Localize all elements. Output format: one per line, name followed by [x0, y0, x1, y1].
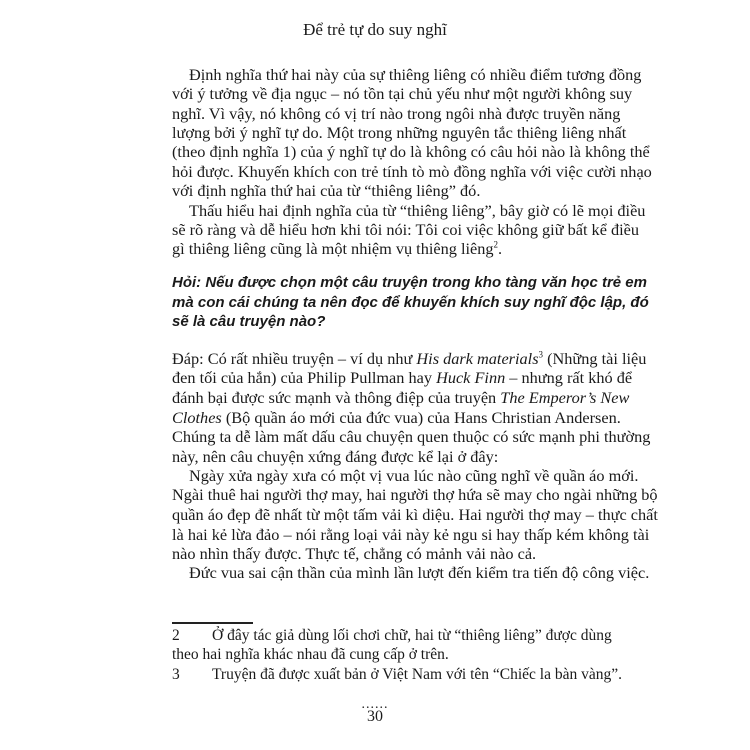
text-line	[189, 65, 642, 84]
text-line	[172, 104, 621, 123]
text-line	[172, 239, 573, 258]
text-line	[172, 181, 573, 200]
text-segment: mà con cái chúng ta nên đọc để khuyến khích suy nghĩ độc lập, đó	[172, 294, 649, 311]
book-title: His dark materials	[416, 349, 539, 368]
text-line	[172, 142, 650, 161]
text-line	[189, 201, 646, 220]
footnote-number: 3	[172, 666, 180, 683]
text-line	[172, 162, 652, 181]
text-line	[172, 368, 633, 387]
text-segment: .	[498, 239, 503, 258]
question-line	[172, 312, 573, 331]
footnote-text: Truyện đã được xuất bản ở Việt Nam với tên “Chiếc la bàn vàng”.	[212, 666, 622, 683]
text-segment: Chúng ta dễ làm mất dấu câu chuyện quen thuộc có sức mạnh phi thường	[172, 427, 651, 446]
text-segment: với định nghĩa thứ hai của từ “thiêng liêng” đó.	[172, 181, 481, 200]
book-title: The Emperor’s New	[500, 388, 630, 407]
text-line	[189, 563, 650, 582]
text-line	[172, 84, 633, 103]
text-segment: nghĩ. Vì vậy, nó không có vị trí nào trong ngôi nhà được truyền năng	[172, 104, 621, 123]
text-segment: quần áo đẹp đẽ nhất từ một tấm vải kì diệu. Hai người thợ may – thực chất	[172, 505, 658, 524]
text-segment: Hỏi: Nếu được chọn một câu truyện trong kho tàng văn học trẻ em	[172, 274, 647, 291]
footnote-2-continued: theo hai nghĩa khác nhau đã cung cấp ở trên.	[172, 646, 449, 663]
text-segment: Ngày xửa ngày xưa có một vị vua lúc nào cũng nghĩ về quần áo mới.	[189, 466, 639, 485]
text-line	[172, 485, 658, 504]
footnote-3	[172, 665, 622, 684]
text-segment: Đức vua sai cận thần của mình lần lượt đến kiểm tra tiến độ công việc.	[189, 563, 650, 582]
footnote-ref: 2	[493, 239, 498, 250]
footnote-divider	[172, 622, 253, 624]
text-line	[172, 220, 640, 239]
text-line	[172, 427, 651, 446]
question-line	[172, 273, 647, 292]
text-segment: (theo định nghĩa 1) của ý nghĩ tự do là không có câu hỏi nào là không thể	[172, 142, 650, 161]
text-segment: (Những tài liệu	[543, 349, 647, 368]
text-segment: này, nên câu chuyện xứng đáng được kể lại ở đây:	[172, 447, 499, 466]
text-segment: Ngài thuê hai người thợ may, hai người thợ hứa sẽ may cho ngài những bộ	[172, 485, 658, 504]
text-segment: nào nhìn thấy được. Thực tế, chẳng có mảnh vải nào cả.	[172, 544, 537, 563]
text-segment: đen tối của hắn) của Philip Pullman hay	[172, 368, 437, 387]
text-segment: đánh bại được sức mạnh và thông điệp của truyện	[172, 388, 501, 407]
footnote-number: 2	[172, 627, 180, 644]
text-segment: (Bộ quần áo mới của đức vua) của Hans Christian Andersen.	[221, 408, 621, 427]
text-segment: Định nghĩa thứ hai này của sự thiêng liêng có nhiều điểm tương đồng	[189, 65, 642, 84]
footnote-ref: 3	[538, 349, 544, 360]
text-segment: – nhưng rất khó để	[505, 368, 633, 387]
text-segment: hỏi được. Khuyến khích con trẻ tính tò mò đồng nghĩa với việc cười nhạo	[172, 162, 652, 181]
text-line	[172, 388, 630, 407]
text-segment: sẽ rõ ràng và dễ hiểu hơn khi tôi nói: Tôi coi việc không giữ bất kể điều	[172, 220, 640, 239]
text-segment: gì thiêng liêng cũng là một nhiệm vụ thiêng liêng	[172, 239, 494, 258]
text-segment: sẽ là câu truyện nào?	[172, 313, 326, 330]
book-title: Huck Finn	[436, 368, 506, 387]
question-line	[172, 293, 649, 312]
footnote-text: Ở đây tác giả dùng lối chơi chữ, hai từ “thiêng liêng” được dùng	[212, 627, 612, 644]
footnote-2	[172, 626, 612, 645]
text-line	[172, 123, 627, 142]
text-segment: Đáp: Có rất nhiều truyện – ví dụ như	[172, 349, 417, 368]
running-header: Để trẻ tự do suy nghĩ	[303, 20, 447, 39]
text-line	[172, 349, 647, 368]
text-line	[189, 466, 639, 485]
page-ornament: ......	[361, 697, 389, 712]
text-line	[172, 525, 650, 544]
page-number: 30	[367, 708, 383, 725]
text-line	[172, 408, 621, 427]
text-segment: lượng bởi ý nghĩ tự do. Một trong những nguyên tắc thiêng liêng nhất	[172, 123, 627, 142]
text-segment: Thấu hiểu hai định nghĩa của từ “thiêng liêng”, bây giờ có lẽ mọi điều	[189, 201, 646, 220]
text-segment: với ý tưởng về địa ngục – nó tồn tại chủ yếu như một người không suy	[172, 84, 633, 103]
book-title: Clothes	[172, 408, 222, 427]
text-line	[172, 505, 658, 524]
text-line	[172, 447, 573, 466]
text-line	[172, 544, 573, 563]
text-segment: là hai kẻ lừa đảo – nói rằng loại vải này kẻ ngu si hay thấp kém không tài	[172, 525, 650, 544]
